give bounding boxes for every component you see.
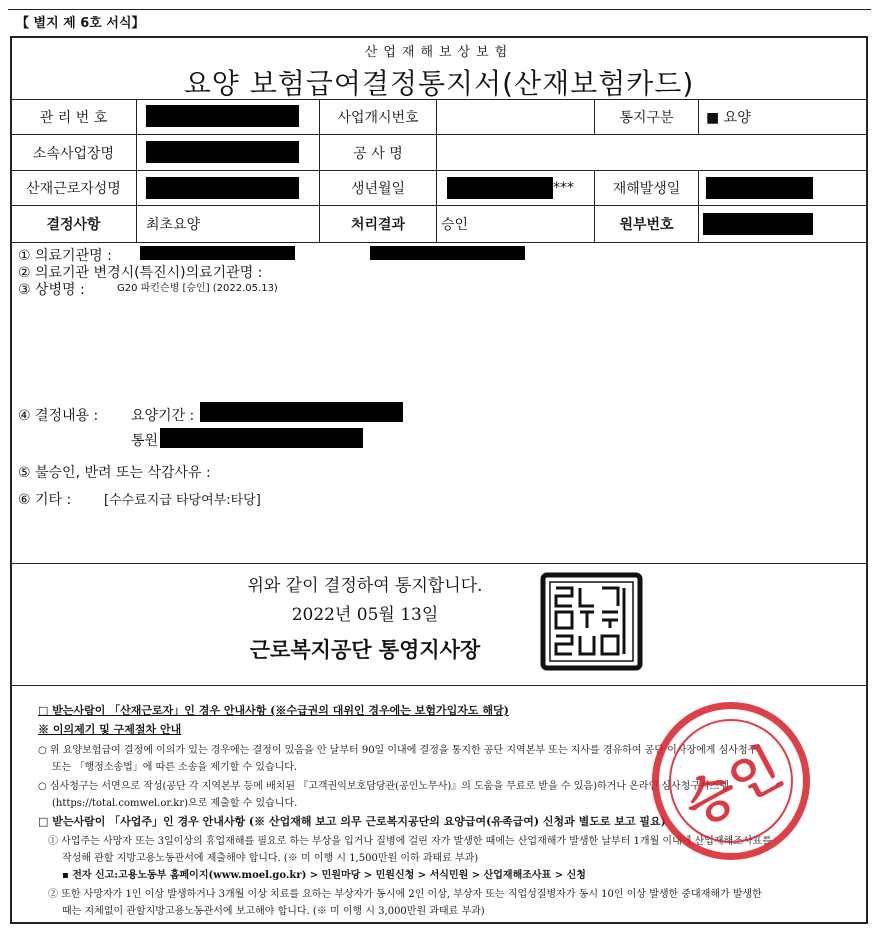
notice-objection-heading: ※ 이의제기 및 구제절차 안내: [38, 723, 182, 736]
redacted-medical-institution: [140, 246, 295, 260]
declaration-line: 위와 같이 결정하여 통지합니다.: [247, 576, 483, 596]
care-period-label: 요양기간 :: [131, 408, 195, 424]
value-decision: 최초요양: [146, 217, 201, 233]
label-construction-name: 공 사 명: [353, 145, 403, 162]
notice-text: 때는 지체없이 관할지방고용노동관서에 보고해야 합니다. (※ 미 이행 시 3,000만원 과태료 부과): [62, 906, 485, 917]
redacted-management-number: [146, 105, 299, 127]
table-line: [436, 99, 437, 242]
notice-text: ○ 위 요양보험급여 결정에 이의가 있는 경우에는 결정이 있음을 안 날부터 90일 이내에 결정을 통지한 공단 지역본부 또는 지사를 경유하여 공단 이사장에게 심사청구: [38, 745, 758, 756]
issuer-name: 근로복지공단 통영지사장: [249, 637, 481, 662]
notice-electronic-report: ▪ 전자 신고:고용노동부 홈페이지(www.moel.go.kr) > 민원마당 > 민원신청 > 서식민원 > 산업재해조사표 > 신청: [62, 870, 586, 881]
disease-label: ③ 상병명 :: [18, 282, 85, 298]
notice-text: (https://total.comwel.or.kr)으로 제출할 수 있습니다.: [52, 798, 298, 809]
table-line: [10, 134, 868, 135]
table-line: [10, 205, 868, 206]
table-line: [10, 242, 868, 243]
label-worker-name: 산재근로자성명: [26, 181, 121, 197]
redacted-ledger-number: [703, 213, 813, 235]
decision-content-label: ④ 결정내용 :: [18, 408, 99, 424]
notice-text: 작성해 관할 지방고용노동관서에 제출해야 합니다. (※ 미 이행 시 1,500만원 이하 과태료 부과): [62, 853, 479, 864]
redacted-workplace: [146, 141, 299, 163]
redacted-accident-date: [706, 177, 813, 199]
notice-heading-worker: □ 받는사람이 「산재근로자」인 경우 안내사항 (※수급권의 대위인 경우에는 보험가입자도 해당): [38, 704, 509, 717]
table-line: [10, 170, 868, 171]
label-notice-type: 통지구분: [619, 110, 674, 126]
notice-text: 또는 「행정소송법」에 따른 소송을 제기할 수 있습니다.: [52, 762, 298, 773]
form-number: 【 별지 제 6호 서식】: [16, 16, 145, 31]
label-decision: 결정사항: [46, 217, 101, 233]
label-result: 처리결과: [350, 217, 406, 233]
notice-text: ① 사업주는 사망자 또는 3일이상의 휴업재해를 필요로 하는 부상을 입거나 질병에 걸린 자가 발생한 때에는 산업재해가 발생한 날부터 1개월 이내에 산업재해조사표를: [48, 836, 772, 847]
label-business-start-number: 사업개시번호: [337, 110, 419, 126]
medical-institution-label: ① 의료기관명 :: [18, 248, 112, 264]
redacted-worker-name: [146, 177, 299, 199]
approval-stamp: [652, 702, 810, 860]
other-label: ⑥ 기타 :: [18, 492, 72, 508]
rejection-reason-label: ⑤ 불승인, 반려 또는 삭감사유 :: [18, 465, 211, 481]
notice-heading-employer: □ 받는사람이 「사업주」인 경우 안내사항 (※ 산업재해 보고 의무 근로복지공단의 요양급여(유족급여) 신청과 별도로 보고 필요): [38, 815, 666, 828]
redacted-care-period: [200, 402, 403, 422]
redacted-medical-institution-2: [370, 246, 525, 260]
notice-text: ○ 심사청구는 서면으로 작성(공단 각 지역본부 등에 배치된 『고객권익보호담당관(공인노무사)』의 도움을 무료로 받을 수 있음)하거나 온라인 심사청구시스템: [38, 781, 729, 792]
other-value: [수수료지급 타당여부:타당]: [104, 493, 261, 508]
label-birth-date: 생년월일: [350, 181, 406, 197]
official-seal-icon: [540, 572, 643, 671]
outpatient-label: 통원: [131, 433, 159, 449]
notice-text: ② 또한 사망자가 1인 이상 발생하거나 3개월 이상 치료를 요하는 부상자가 동시에 2인 이상, 부상자 또는 직업성질병자가 동시 10인 이상 발생한 중대재해가 발생한: [48, 889, 762, 900]
label-management-number: 관 리 번 호: [39, 110, 108, 126]
label-workplace: 소속사업장명: [32, 145, 115, 162]
table-line: [698, 170, 699, 242]
form-title: 요양 보험급여결정통지서(산재보험카드): [183, 67, 695, 100]
table-line: [698, 99, 699, 135]
medical-change-label: ② 의료기관 변경시(특진시)의료기관명 :: [18, 265, 263, 281]
declaration-date: 2022년 05월 13일: [291, 605, 439, 625]
value-result: 승인: [441, 217, 469, 233]
redacted-birth-date: [447, 177, 553, 199]
top-rule: [8, 9, 871, 10]
value-notice-type: ■ 요양: [706, 110, 751, 126]
form-subtitle: 산업재해보상보험: [364, 45, 514, 60]
label-accident-date: 재해발생일: [612, 181, 681, 197]
section-divider: [10, 685, 868, 686]
birth-date-suffix: ***: [553, 180, 574, 196]
table-line: [136, 99, 137, 242]
section-divider: [10, 563, 868, 564]
disease-value: G20 파킨슨병 [승인] (2022.05.13): [117, 283, 278, 294]
approval-stamp-text: 승인: [675, 737, 793, 838]
label-ledger-number: 원부번호: [619, 217, 674, 233]
redacted-outpatient: [160, 428, 363, 448]
